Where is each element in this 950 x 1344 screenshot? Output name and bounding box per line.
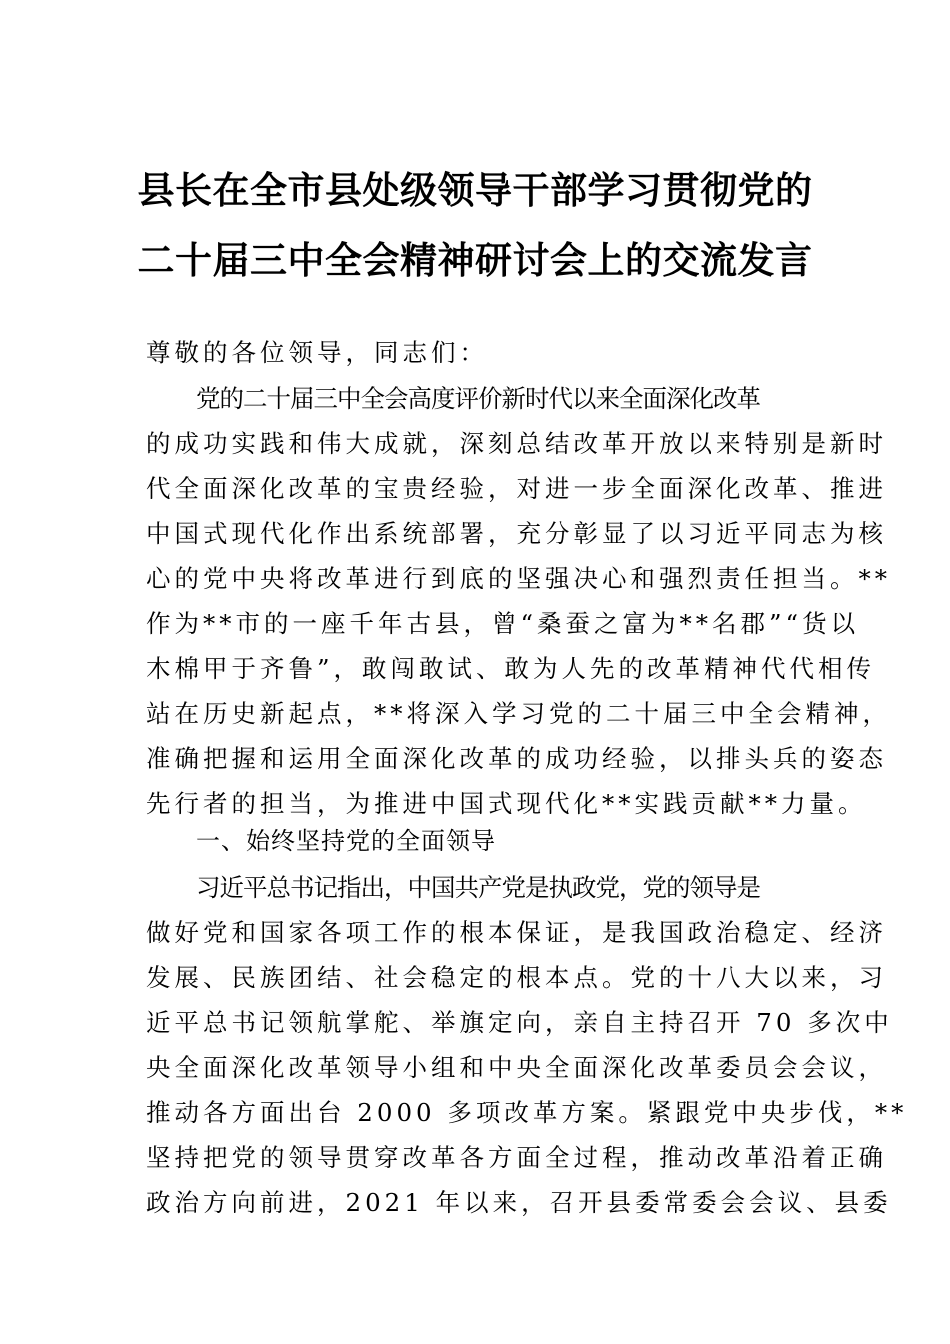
section-1-heading: 一、始终坚持党的全面领导 bbox=[196, 827, 496, 855]
paragraph-1-line-5: 心的党中央将改革进行到底的坚强决心和强烈责任担当。** bbox=[146, 564, 891, 593]
paragraph-1-line-4: 中国式现代化作出系统部署，充分彰显了以习近平同志为核 bbox=[146, 519, 887, 548]
paragraph-1-line-2: 的成功实践和伟大成就，深刻总结改革开放以来特别是新时 bbox=[146, 429, 887, 458]
paragraph-2-line-5: 央全面深化改革领导小组和中央全面深化改革委员会会议， bbox=[146, 1053, 887, 1082]
paragraph-2-line-2: 做好党和国家各项工作的根本保证，是我国政治稳定、经济 bbox=[146, 918, 887, 947]
paragraph-2-line-3: 发展、民族团结、社会稳定的根本点。党的十八大以来，习 bbox=[146, 963, 887, 992]
document-title-line-2: 二十届三中全会精神研讨会上的交流发言 bbox=[137, 239, 813, 282]
paragraph-2-line-6: 推动各方面出台 2000 多项改革方案。紧跟党中央步伐，** bbox=[146, 1098, 908, 1127]
paragraph-1-line-8: 站在历史新起点，**将深入学习党的二十届三中全会精神， bbox=[146, 699, 891, 728]
paragraph-1-line-3: 代全面深化改革的宝贵经验，对进一步全面深化改革、推进 bbox=[146, 474, 887, 503]
paragraph-1-line-7: 木棉甲于齐鲁”，敢闯敢试、敢为人先的改革精神代代相传 bbox=[146, 654, 876, 683]
paragraph-1-line-1: 党的二十届三中全会高度评价新时代以来全面深化改革 bbox=[196, 384, 760, 413]
paragraph-1-line-9: 准确把握和运用全面深化改革的成功经验，以排头兵的姿态 bbox=[146, 744, 887, 773]
paragraph-1-line-10: 先行者的担当，为推进中国式现代化**实践贡献**力量。 bbox=[146, 789, 867, 818]
salutation: 尊敬的各位领导，同志们： bbox=[146, 338, 488, 367]
paragraph-2-line-4: 近平总书记领航掌舵、举旗定向，亲自主持召开 70 多次中 bbox=[146, 1008, 893, 1037]
paragraph-2-line-7: 坚持把党的领导贯穿改革各方面全过程，推动改革沿着正确 bbox=[146, 1143, 887, 1172]
paragraph-2-line-8: 政治方向前进，2021 年以来，召开县委常委会会议、县委 bbox=[146, 1188, 892, 1217]
paragraph-1-line-6: 作为**市的一座千年古县，曾“桑蚕之富为**名郡”“货以 bbox=[146, 609, 860, 638]
document-title-line-1: 县长在全市县处级领导干部学习贯彻党的 bbox=[137, 169, 813, 212]
paragraph-2-line-1: 习近平总书记指出，中国共产党是执政党，党的领导是 bbox=[196, 873, 760, 902]
